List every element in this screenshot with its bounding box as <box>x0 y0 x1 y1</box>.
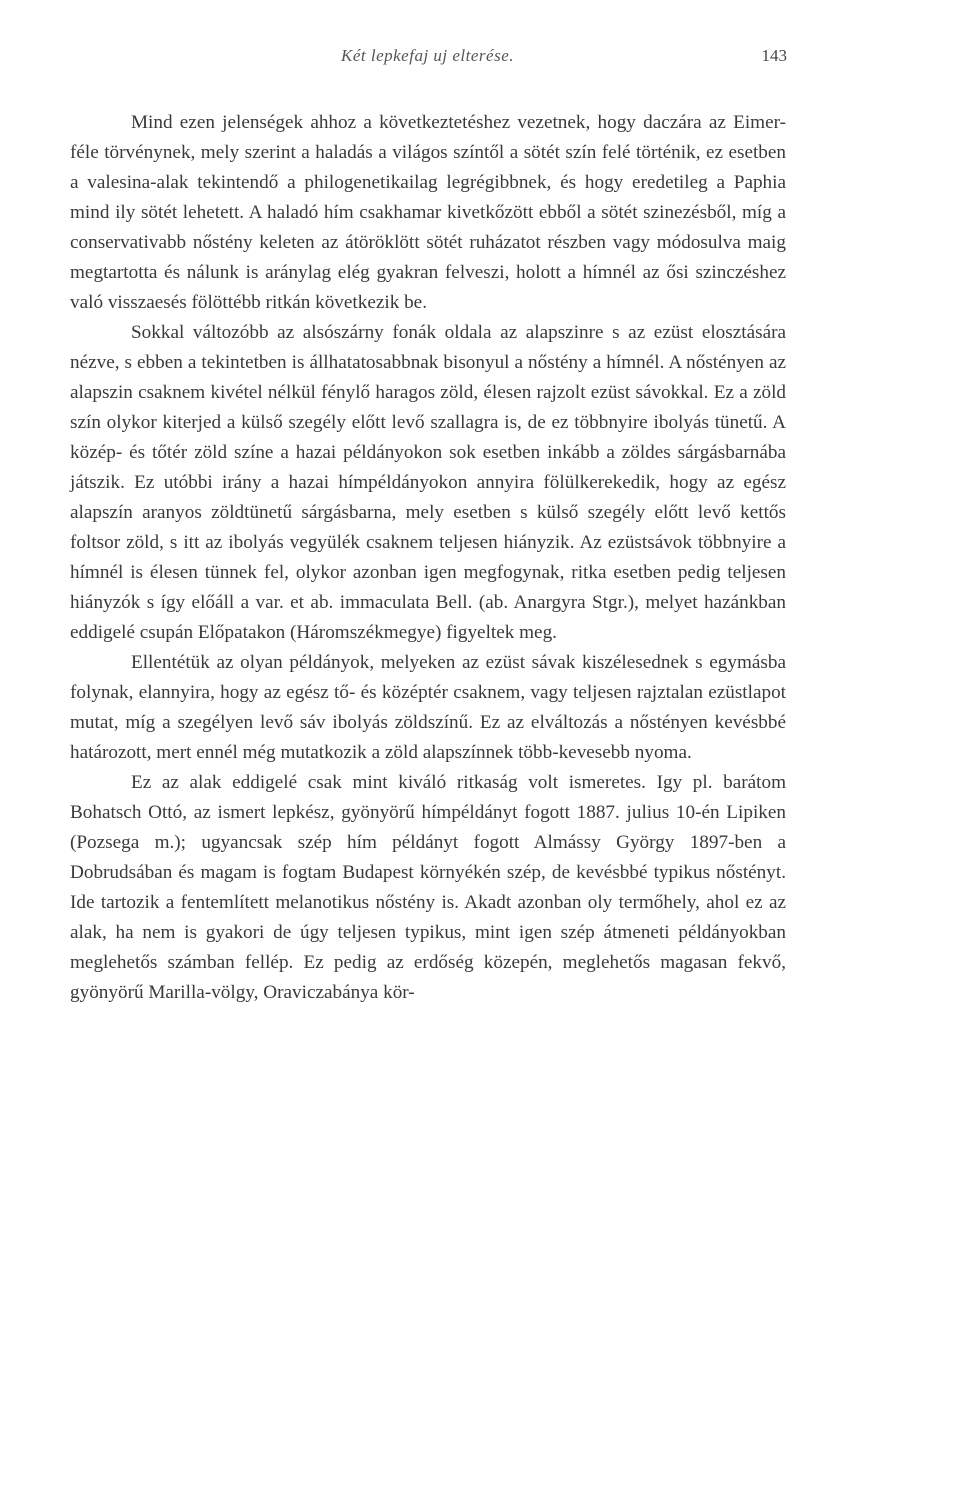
paragraph-1: Mind ezen jelenségek ahhoz a következtetéshez vezetnek, hogy daczára az Eimer-féle törvénynek, mely szerint a haladás a világos színtől a sötét szín felé történik, ez esetben a valesina-alak tekintendő a philogenetikailag legrégibbnek, és hogy eredetileg a Paphia mind ily sötét lehetett. A haladó hím csakhamar kivetkőzött ebből a sötét szinezésből, míg a conservativabb nőstény keleten az átöröklött sötét ruházatot részben vagy módosulva maig megtartotta és nálunk is aránylag elég gyakran felveszi, holott a hímnél az ősi szinczéshez való visszaesés fölöttébb ritkán következik be. <box>70 112 786 313</box>
body-text <box>70 108 786 1008</box>
paragraph-2: Sokkal változóbb az alsószárny fonák oldala az alapszinre s az ezüst elosztására nézve, s ebben a tekintetben is állhatatosabbnak bisonyul a nőstény a hímnél. A nőstényen az alapszin csaknem kivétel nélkül fénylő haragos zöld, élesen rajzolt ezüst sávokkal. Ez a zöld szín olykor kiterjed a külső szegély előtt levő szallagra is, de ez többnyire ibolyás tünetű. A közép- és tőtér zöld színe a hazai példányokon sok esetben inkább a zöldes sárgásbarnába játszik. Ez utóbbi irány a hazai hímpéldányokon annyira fölülkerekedik, hogy az egész alapszín aranyos zöldtünetű sárgásbarna, mely esetben s külső szegély előtt levő kettős foltsor zöld, s itt az ibolyás vegyülék csaknem teljesen hiányzik. Az ezüstsávok többnyire a hímnél is élesen tünnek fel, olykor azonban igen megfogynak, ritka esetben pedig teljesen hiányzók s így előáll a var. et ab. immaculata Bell. (ab. Anargyra Stgr.), melyet hazánkban eddigelé csupán Előpatakon (Háromszékmegye) figyeltek meg. <box>70 322 786 643</box>
page-header <box>70 46 785 74</box>
paragraph-3: Ellentétük az olyan példányok, melyeken az ezüst sávak kiszélesednek s egymásba folynak, elannyira, hogy az egész tő- és középtér csaknem, vagy teljesen rajztalan ezüstlapot mutat, míg a szegélyen levő sáv ibolyás zöldszínű. Ez az elváltozás a nőstényen kevésbbé határozott, mert ennél még mutatkozik a zöld alapszínnek több-kevesebb nyoma. <box>70 652 786 763</box>
page-number: 143 <box>761 46 787 65</box>
running-title: Két lepkefaj uj elterése. <box>341 46 514 65</box>
paragraph-4: Ez az alak eddigelé csak mint kiváló ritkaság volt ismeretes. Igy pl. barátom Bohatsch Ottó, az ismert lepkész, gyönyörű hímpéldányt fogott 1887. julius 10-én Lipiken (Pozsega m.); ugyancsak szép hím példányt fogott Almássy György 1897-ben a Dobrudsában és magam is fogtam Budapest környékén szép, de kevésbbé typikus nőstényt. Ide tartozik a fentemlített melanotikus nőstény is. Akadt azonban oly termőhely, ahol ez az alak, ha nem is gyakori de úgy teljesen typikus, mint igen szép átmeneti példányokban meglehetős számban fellép. Ez pedig az erdőség közepén, meglehetős magasan fekvő, gyönyörű Marilla-völgy, Oraviczabánya kör- <box>70 772 786 1003</box>
